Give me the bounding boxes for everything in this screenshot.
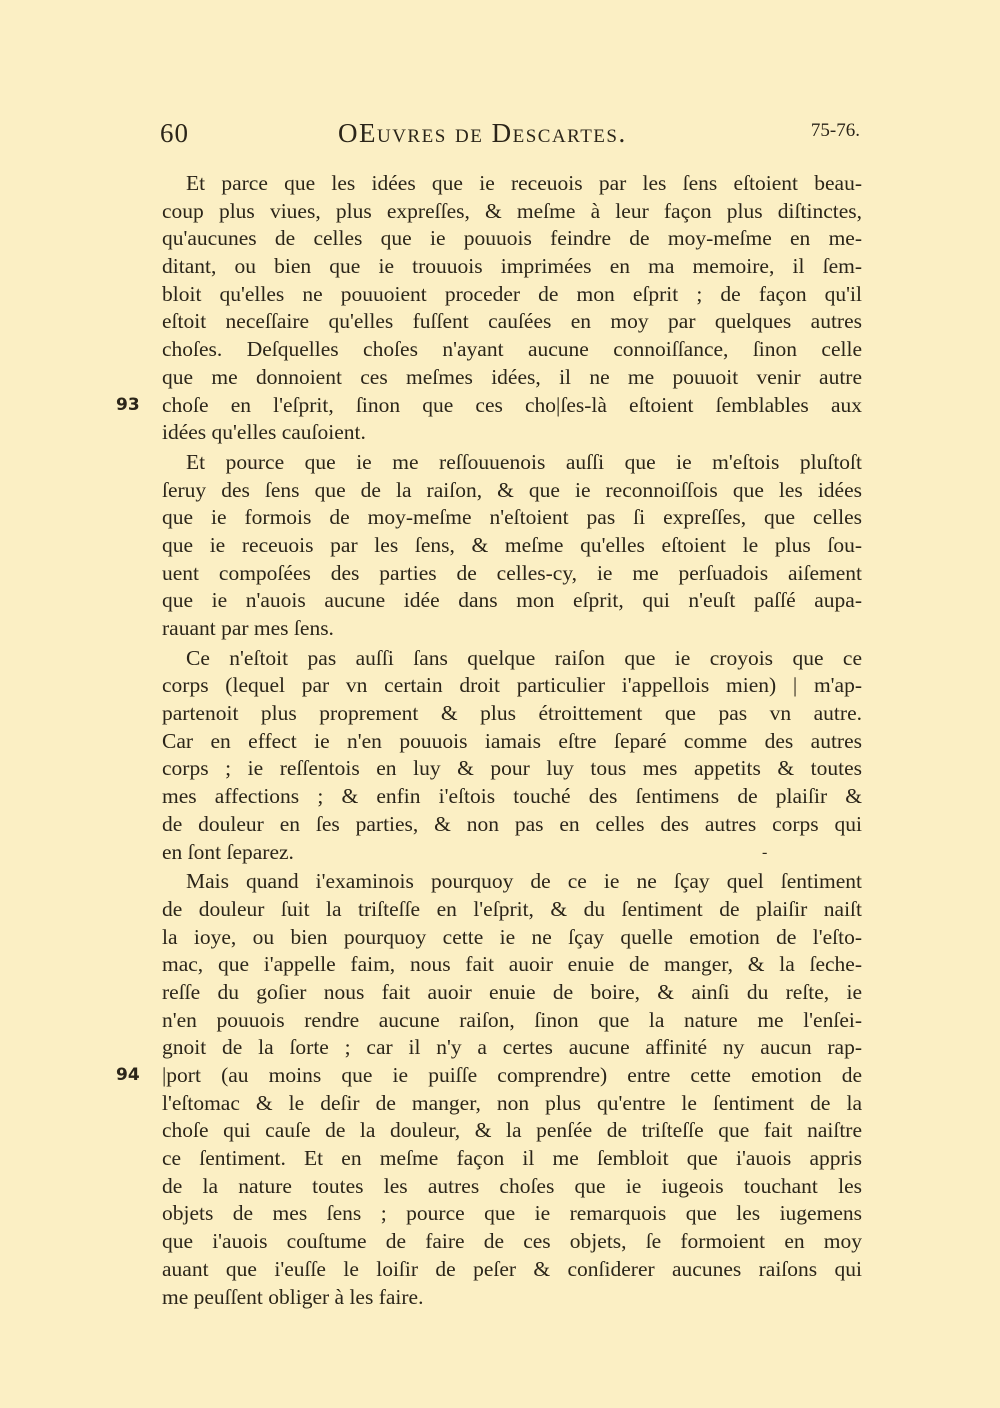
text-line: n'en pouuois rendre aucune raiſon, ſinon que la nature me l'enſei- [162, 1007, 862, 1032]
text-line: gnoit de la ſorte ; car il n'y a certes aucune affinité ny aucun rap- [162, 1035, 862, 1060]
text-line: uent compoſées des parties de celles-cy, ie me perſuadois aiſement [162, 560, 862, 585]
text-line-content: |port (au moins que ie puiſſe comprendre) entre cette emotion de [162, 1063, 862, 1087]
text-line: qu'aucunes de celles que ie pouuois feindre de moy-meſme en me- [162, 226, 862, 251]
body-text [116, 170, 862, 1311]
text-line: idées qu'elles cauſoient. [162, 420, 366, 445]
text-line: coup plus viues, plus expreſſes, & meſme à leur façon plus diſtinctes, [162, 198, 862, 223]
page-header [160, 118, 860, 154]
text-line: Mais quand i'examinois pourquoy de ce ie ne ſçay quel ſentiment [186, 869, 862, 894]
text-line: Et parce que les idées que ie receuois par les ſens eſtoient beau- [186, 171, 862, 195]
text-line: de douleur en ſes parties, & non pas en celles des autres corps qui [162, 811, 862, 836]
margin-page-number: 94 [116, 1065, 140, 1085]
text-line: de douleur ſuit la triſteſſe en l'eſprit, & du ſentiment de plaiſir naiſt [162, 896, 862, 921]
text-line-content: choſe en l'eſprit, ſinon que ces cho|ſes-là eſtoient ſemblables aux [162, 392, 862, 417]
text-line: que me donnoient ces meſmes idées, il ne me pouuoit venir autre [162, 364, 862, 389]
text-line: objets de mes ſens ; pource que ie remarquois que les iugemens [162, 1201, 862, 1226]
text-line-content: en ſont ſeparez. [162, 839, 294, 864]
text-line: corps ; ie reſſentois en luy & pour luy tous mes appetits & toutes [162, 756, 862, 781]
text-line: ſeruy des ſens que de la raiſon, & que ie reconnoiſſois que les idées [162, 477, 862, 502]
text-line: mac, que i'appelle faim, nous fait auoir enuie de manger, & la ſeche- [162, 952, 862, 977]
text-line-with-mark [162, 839, 862, 867]
running-title: OEuvres de Descartes. [338, 118, 627, 148]
text-line-with-margin-number [116, 392, 862, 420]
text-line: eſtoit neceſſaire qu'elles fuſſent cauſées en moy par quelques autres [162, 309, 862, 334]
text-line: reſſe du goſier nous fait auoir enuie de boire, & ainſi du reſte, ie [162, 979, 862, 1004]
text-line: bloit qu'elles ne pouuoient proceder de mon eſprit ; de façon qu'il [162, 281, 862, 306]
stray-mark: - [762, 843, 768, 861]
text-line: choſes. Deſquelles choſes n'ayant aucune connoiſſance, ſinon celle [162, 337, 862, 362]
text-line: de la nature toutes les autres choſes que ie iugeois touchant les [162, 1173, 862, 1198]
text-line: l'eſtomac & le deſir de manger, non plus qu'entre le ſentiment de la [162, 1090, 862, 1115]
page-range: 75-76. [810, 120, 860, 141]
text-line-with-margin-number [116, 1062, 862, 1090]
text-line: Ce n'eſtoit pas auſſi ſans quelque raiſon que ie croyois que ce [186, 645, 862, 670]
text-line: la ioye, ou bien pourquoy cette ie ne ſçay quelle emotion de l'eſto- [162, 924, 862, 949]
text-line: que ie formois de moy-meſme n'eſtoient pas ſi expreſſes, que celles [162, 505, 862, 530]
text-line: que ie receuois par les ſens, & meſme qu'elles eſtoient le plus ſou- [162, 532, 862, 557]
text-line: corps (lequel par vn certain droit particulier i'appellois mien) | m'ap- [162, 673, 862, 698]
text-line: rauant par mes ſens. [162, 616, 334, 640]
margin-page-number: 93 [116, 394, 140, 415]
text-line: Et pource que ie me reſſouuenois auſſi que ie m'eſtois pluſtoſt [186, 449, 862, 474]
text-line: partenoit plus proprement & plus étroittement que pas vn autre. [162, 701, 862, 726]
text-line: mes affections ; & enfin i'eſtois touché des ſentimens de plaiſir & [162, 784, 862, 809]
text-line: choſe qui cauſe de la douleur, & la penſée de triſteſſe que fait naiſtre [162, 1118, 862, 1143]
text-line: me peuſſent obliger à les faire. [162, 1284, 424, 1309]
text-line: auant que i'euſſe le loiſir de peſer & conſiderer aucunes raiſons qui [162, 1256, 862, 1281]
text-line: que ie n'auois aucune idée dans mon eſprit, qui n'euſt paſſé aupa- [162, 588, 862, 613]
page-number: 60 [160, 118, 189, 148]
text-line: que i'auois couſtume de faire de ces objets, ſe formoient en moy [162, 1229, 862, 1254]
text-line: Car en effect ie n'en pouuois iamais eſtre ſeparé comme des autres [162, 728, 862, 753]
text-line: ditant, ou bien que ie trouuois imprimées en ma memoire, il ſem- [162, 254, 862, 279]
text-line: ce ſentiment. Et en meſme façon il me ſembloit que i'auois appris [162, 1146, 862, 1171]
